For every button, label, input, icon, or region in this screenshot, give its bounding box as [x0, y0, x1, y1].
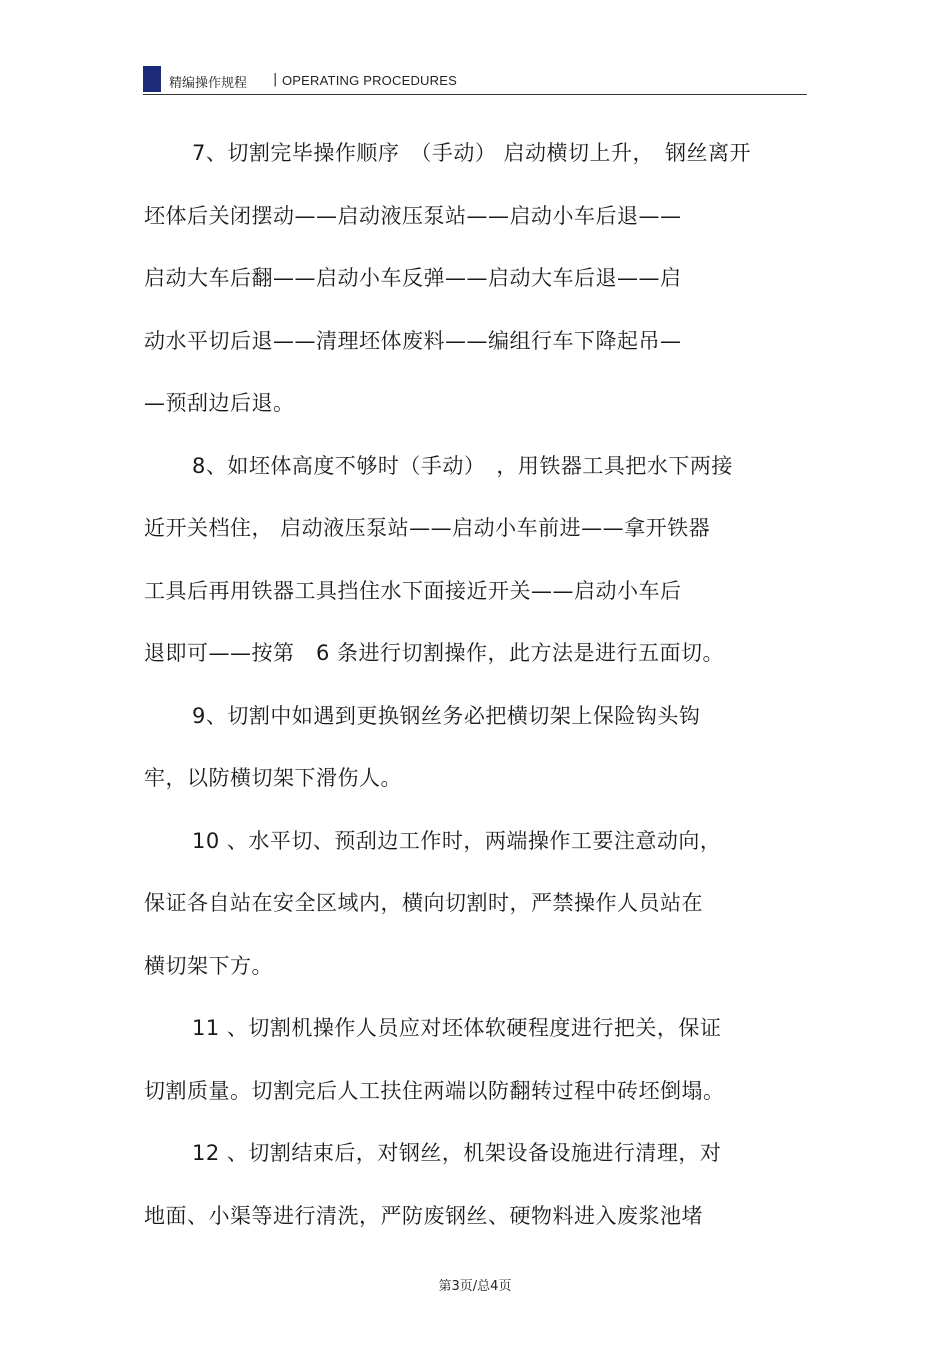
text-line: 退即可——按第 6 条进行切割操作，此方法是进行五面切。 — [144, 641, 725, 665]
text-line: 7、切割完毕操作顺序 （手动） 启动横切上升， 钢丝离开 — [192, 141, 752, 165]
text-line: 动水平切后退——清理坯体废料——编组行车下降起吊— — [144, 329, 682, 353]
text-line: 12 、切割结束后，对钢丝，机架设备设施进行清理，对 — [192, 1141, 722, 1165]
text-line: 坯体后关闭摆动——启动液压泵站——启动小车后退—— — [144, 204, 682, 228]
page-indicator: 第3页/总4页 — [438, 1279, 512, 1294]
text-line: 地面、小渠等进行清洗，严防废钢丝、硬物料进入废浆池堵 — [144, 1204, 703, 1228]
logo-icon — [143, 66, 161, 92]
text-line: 保证各自站在安全区域内，横向切割时，严禁操作人员站在 — [144, 891, 703, 915]
text-line: 横切架下方。 — [144, 954, 273, 978]
header-divider — [143, 94, 807, 95]
text-line: —预刮边后退。 — [144, 391, 295, 415]
text-line: 8、如坯体高度不够时（手动） ，用铁器工具把水下两接 — [192, 454, 733, 478]
page-header — [143, 66, 807, 96]
text-line: 牢，以防横切架下滑伤人。 — [144, 766, 402, 790]
text-line: 9、切割中如遇到更换钢丝务必把横切架上保险钩头钩 — [192, 704, 701, 728]
header-title: 精编操作规程 — [169, 76, 248, 91]
header-separator: | — [273, 72, 278, 87]
text-line: 近开关档住， 启动液压泵站——启动小车前进——拿开铁器 — [144, 516, 711, 540]
text-line: 切割质量。切割完后人工扶住两端以防翻转过程中砖坯倒塌。 — [144, 1079, 725, 1103]
text-line: 10 、水平切、预刮边工作时，两端操作工要注意动向， — [192, 829, 722, 853]
text-line: 启动大车后翻——启动小车反弹——启动大车后退——启 — [144, 266, 682, 290]
header-subtitle: OPERATING PROCEDURES — [282, 73, 457, 88]
text-line: 工具后再用铁器工具挡住水下面接近开关——启动小车后 — [144, 579, 682, 603]
text-line: 11 、切割机操作人员应对坯体软硬程度进行把关，保证 — [192, 1016, 722, 1040]
